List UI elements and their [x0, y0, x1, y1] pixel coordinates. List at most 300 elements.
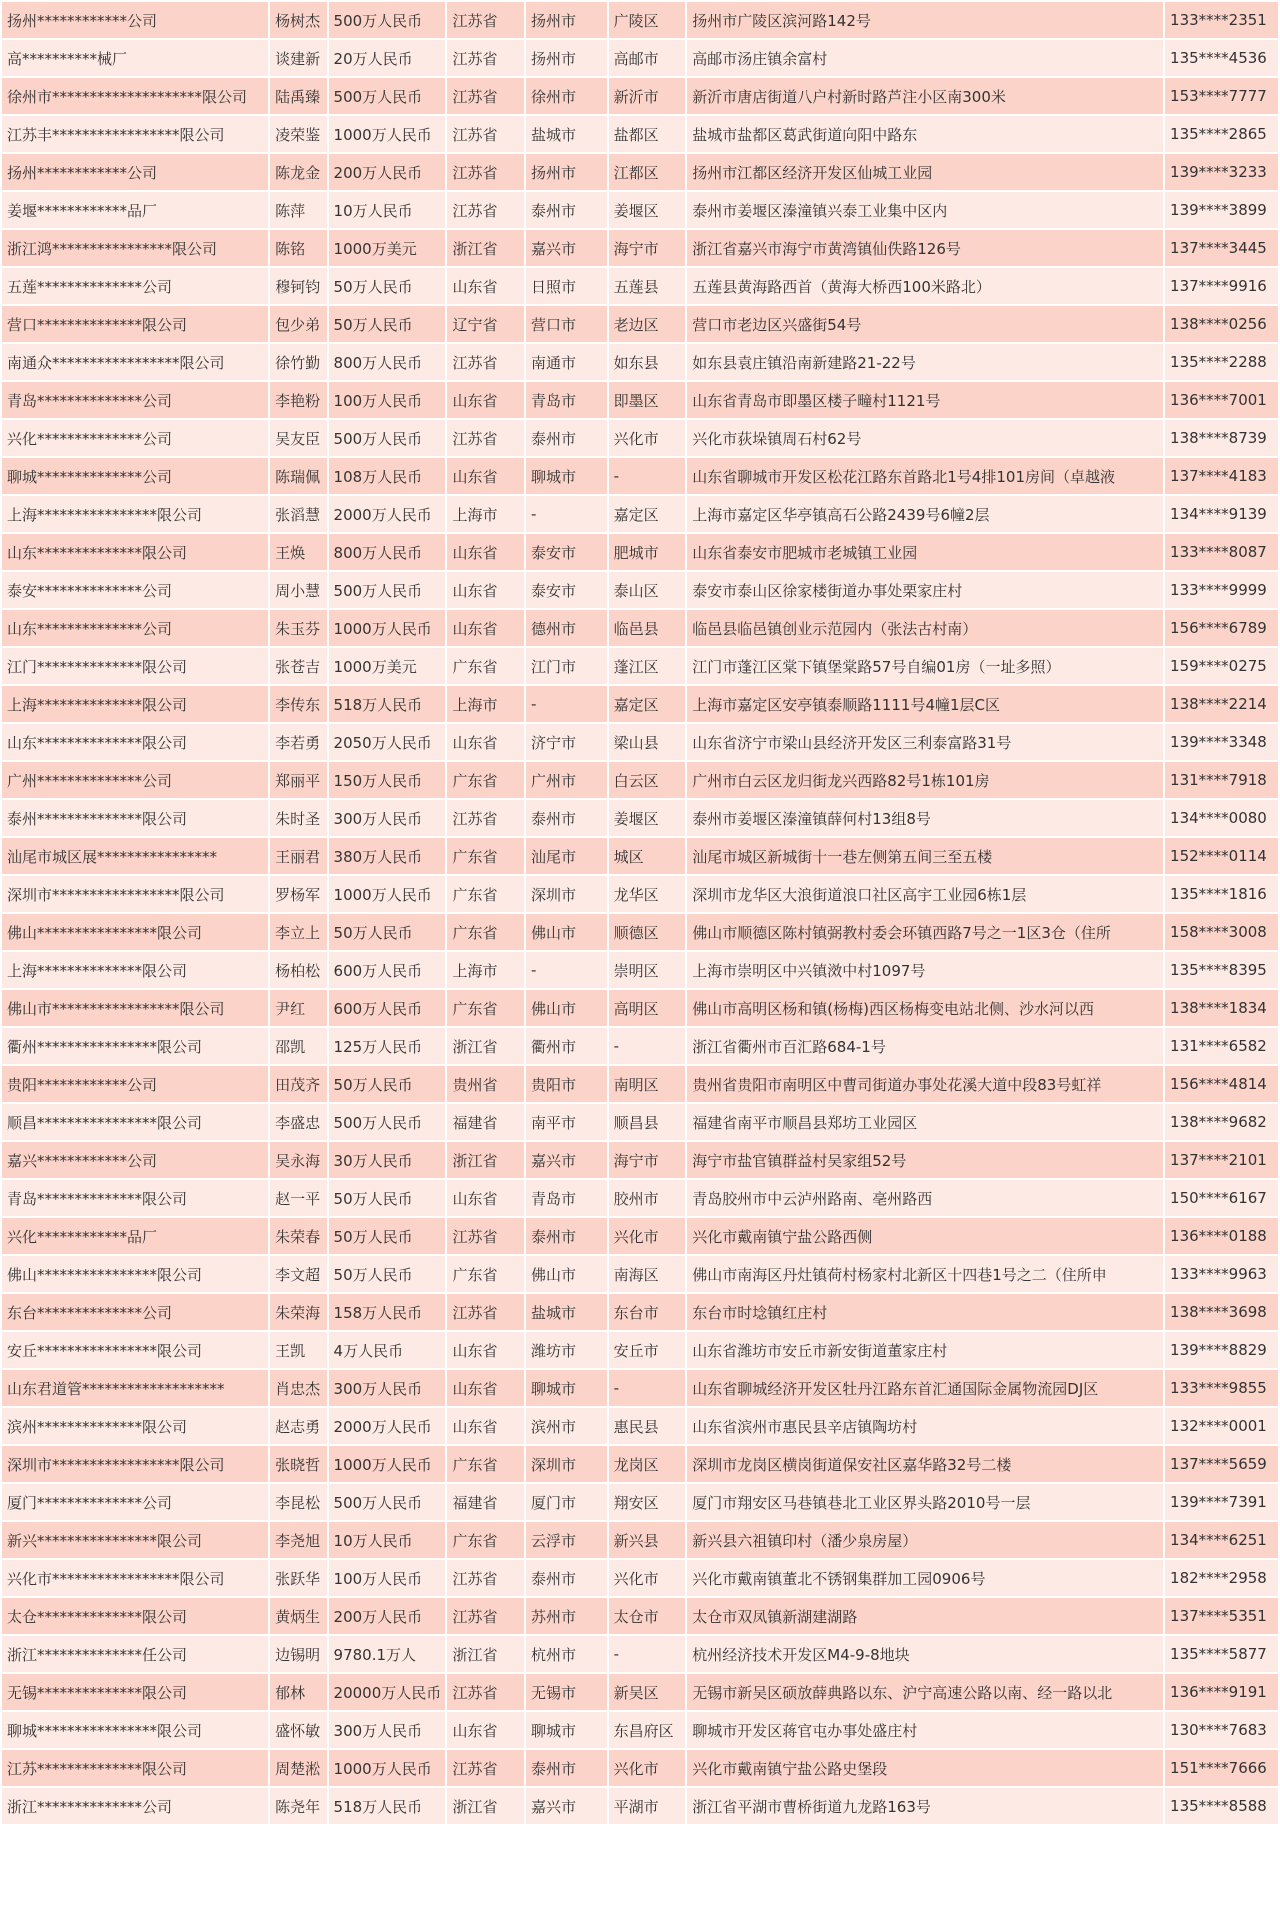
company-name-cell: 兴化**************公司: [2, 420, 268, 456]
legal-rep-cell: 李传东: [270, 686, 326, 722]
district-cell: 东台市: [609, 1294, 686, 1330]
phone-cell: 158****3008: [1165, 914, 1278, 950]
province-cell: 山东省: [447, 1332, 524, 1368]
table-row: [2, 192, 1278, 228]
company-name-cell: 青岛**************公司: [2, 382, 268, 418]
address-cell: 厦门市翔安区马巷镇巷北工业区界头路2010号一层: [687, 1484, 1163, 1520]
city-cell: -: [526, 496, 607, 532]
district-cell: 梁山县: [609, 724, 686, 760]
address-cell: 兴化市荻垛镇周石村62号: [687, 420, 1163, 456]
legal-rep-cell: 张跃华: [270, 1560, 326, 1596]
company-name-cell: 泰州**************限公司: [2, 800, 268, 836]
company-name-cell: 徐州市********************限公司: [2, 78, 268, 114]
province-cell: 上海市: [447, 686, 524, 722]
city-cell: 佛山市: [526, 990, 607, 1026]
city-cell: 佛山市: [526, 1256, 607, 1292]
company-name-cell: 扬州************公司: [2, 154, 268, 190]
capital-cell: 2050万人民币: [329, 724, 446, 760]
district-cell: 高明区: [609, 990, 686, 1026]
table-row: [2, 572, 1278, 608]
district-cell: 海宁市: [609, 1142, 686, 1178]
district-cell: 新吴区: [609, 1674, 686, 1710]
phone-cell: 139****8829: [1165, 1332, 1278, 1368]
capital-cell: 30万人民币: [329, 1142, 446, 1178]
city-cell: 杭州市: [526, 1636, 607, 1672]
city-cell: 聊城市: [526, 1712, 607, 1748]
legal-rep-cell: 王焕: [270, 534, 326, 570]
table-row: [2, 1560, 1278, 1596]
city-cell: 泰安市: [526, 534, 607, 570]
capital-cell: 4万人民币: [329, 1332, 446, 1368]
city-cell: 扬州市: [526, 2, 607, 38]
phone-cell: 138****8739: [1165, 420, 1278, 456]
city-cell: 滨州市: [526, 1408, 607, 1444]
city-cell: 济宁市: [526, 724, 607, 760]
table-row: [2, 1408, 1278, 1444]
district-cell: 胶州市: [609, 1180, 686, 1216]
district-cell: 广陵区: [609, 2, 686, 38]
district-cell: 临邑县: [609, 610, 686, 646]
legal-rep-cell: 张苍吉: [270, 648, 326, 684]
company-name-cell: 贵阳************公司: [2, 1066, 268, 1102]
company-name-cell: 青岛**************限公司: [2, 1180, 268, 1216]
company-name-cell: 聊城****************限公司: [2, 1712, 268, 1748]
phone-cell: 135****8395: [1165, 952, 1278, 988]
phone-cell: 133****9999: [1165, 572, 1278, 608]
company-name-cell: 嘉兴************公司: [2, 1142, 268, 1178]
phone-cell: 130****7683: [1165, 1712, 1278, 1748]
table-row: [2, 344, 1278, 380]
phone-cell: 159****0275: [1165, 648, 1278, 684]
district-cell: 南海区: [609, 1256, 686, 1292]
company-name-cell: 上海**************限公司: [2, 952, 268, 988]
address-cell: 佛山市南海区丹灶镇荷村杨家村北新区十四巷1号之二（住所申: [687, 1256, 1163, 1292]
company-name-cell: 姜堰************品厂: [2, 192, 268, 228]
legal-rep-cell: 周小慧: [270, 572, 326, 608]
district-cell: -: [609, 1636, 686, 1672]
capital-cell: 50万人民币: [329, 914, 446, 950]
legal-rep-cell: 邵凯: [270, 1028, 326, 1064]
city-cell: 德州市: [526, 610, 607, 646]
district-cell: 姜堰区: [609, 192, 686, 228]
city-cell: 嘉兴市: [526, 1788, 607, 1824]
legal-rep-cell: 李盛忠: [270, 1104, 326, 1140]
district-cell: 姜堰区: [609, 800, 686, 836]
company-name-cell: 顺昌****************限公司: [2, 1104, 268, 1140]
capital-cell: 1000万人民币: [329, 876, 446, 912]
company-name-cell: 高**********械厂: [2, 40, 268, 76]
company-name-cell: 江门**************限公司: [2, 648, 268, 684]
table-row: [2, 78, 1278, 114]
address-cell: 临邑县临邑镇创业示范园内（张法古村南）: [687, 610, 1163, 646]
phone-cell: 136****7001: [1165, 382, 1278, 418]
province-cell: 广东省: [447, 1522, 524, 1558]
capital-cell: 1000万人民币: [329, 1750, 446, 1786]
province-cell: 江苏省: [447, 192, 524, 228]
company-name-cell: 太仓**************限公司: [2, 1598, 268, 1634]
phone-cell: 138****9682: [1165, 1104, 1278, 1140]
legal-rep-cell: 朱玉芬: [270, 610, 326, 646]
address-cell: 兴化市戴南镇宁盐公路西侧: [687, 1218, 1163, 1254]
district-cell: 惠民县: [609, 1408, 686, 1444]
phone-cell: 152****0114: [1165, 838, 1278, 874]
province-cell: 浙江省: [447, 1028, 524, 1064]
phone-cell: 139****7391: [1165, 1484, 1278, 1520]
capital-cell: 20000万人民币: [329, 1674, 446, 1710]
capital-cell: 10万人民币: [329, 1522, 446, 1558]
city-cell: 盐城市: [526, 116, 607, 152]
phone-cell: 156****6789: [1165, 610, 1278, 646]
legal-rep-cell: 凌荣鉴: [270, 116, 326, 152]
legal-rep-cell: 李文超: [270, 1256, 326, 1292]
city-cell: 泰州市: [526, 192, 607, 228]
capital-cell: 500万人民币: [329, 1484, 446, 1520]
province-cell: 上海市: [447, 952, 524, 988]
table-row: [2, 2, 1278, 38]
company-name-cell: 佛山市*****************限公司: [2, 990, 268, 1026]
province-cell: 江苏省: [447, 116, 524, 152]
capital-cell: 158万人民币: [329, 1294, 446, 1330]
address-cell: 泰州市姜堰区溱潼镇兴泰工业集中区内: [687, 192, 1163, 228]
city-cell: 盐城市: [526, 1294, 607, 1330]
table-row: [2, 762, 1278, 798]
address-cell: 山东省聊城市开发区松花江路东首路北1号4排101房间（卓越液: [687, 458, 1163, 494]
district-cell: 兴化市: [609, 1218, 686, 1254]
province-cell: 江苏省: [447, 2, 524, 38]
address-cell: 广州市白云区龙归街龙兴西路82号1栋101房: [687, 762, 1163, 798]
province-cell: 江苏省: [447, 1674, 524, 1710]
phone-cell: 133****8087: [1165, 534, 1278, 570]
legal-rep-cell: 肖忠杰: [270, 1370, 326, 1406]
capital-cell: 1000万美元: [329, 230, 446, 266]
district-cell: 即墨区: [609, 382, 686, 418]
city-cell: 江门市: [526, 648, 607, 684]
city-cell: 广州市: [526, 762, 607, 798]
phone-cell: 134****0080: [1165, 800, 1278, 836]
table-row: [2, 496, 1278, 532]
phone-cell: 131****6582: [1165, 1028, 1278, 1064]
province-cell: 江苏省: [447, 154, 524, 190]
phone-cell: 137****5351: [1165, 1598, 1278, 1634]
company-name-cell: 山东君道管*******************: [2, 1370, 268, 1406]
province-cell: 福建省: [447, 1484, 524, 1520]
phone-cell: 135****2865: [1165, 116, 1278, 152]
province-cell: 山东省: [447, 382, 524, 418]
legal-rep-cell: 朱时圣: [270, 800, 326, 836]
table-row: [2, 40, 1278, 76]
address-cell: 上海市嘉定区华亭镇高石公路2439号6幢2层: [687, 496, 1163, 532]
legal-rep-cell: 陈铭: [270, 230, 326, 266]
table-row: [2, 724, 1278, 760]
phone-cell: 134****9139: [1165, 496, 1278, 532]
legal-rep-cell: 张滔慧: [270, 496, 326, 532]
legal-rep-cell: 包少弟: [270, 306, 326, 342]
company-name-cell: 扬州************公司: [2, 2, 268, 38]
table-row: [2, 458, 1278, 494]
province-cell: 浙江省: [447, 230, 524, 266]
city-cell: 云浮市: [526, 1522, 607, 1558]
province-cell: 广东省: [447, 648, 524, 684]
phone-cell: 137****9916: [1165, 268, 1278, 304]
province-cell: 山东省: [447, 610, 524, 646]
address-cell: 无锡市新吴区硕放薛典路以东、沪宁高速公路以南、经一路以北: [687, 1674, 1163, 1710]
company-name-cell: 东台**************公司: [2, 1294, 268, 1330]
company-name-cell: 上海****************限公司: [2, 496, 268, 532]
address-cell: 山东省聊城经济开发区牡丹江路东首汇通国际金属物流园DJ区: [687, 1370, 1163, 1406]
legal-rep-cell: 陆禹臻: [270, 78, 326, 114]
province-cell: 山东省: [447, 1712, 524, 1748]
province-cell: 江苏省: [447, 40, 524, 76]
table-row: [2, 990, 1278, 1026]
phone-cell: 135****1816: [1165, 876, 1278, 912]
phone-cell: 182****2958: [1165, 1560, 1278, 1596]
legal-rep-cell: 田茂齐: [270, 1066, 326, 1102]
capital-cell: 500万人民币: [329, 2, 446, 38]
province-cell: 辽宁省: [447, 306, 524, 342]
address-cell: 泰州市姜堰区溱潼镇薛何村13组8号: [687, 800, 1163, 836]
company-name-cell: 佛山****************限公司: [2, 1256, 268, 1292]
phone-cell: 137****5659: [1165, 1446, 1278, 1482]
legal-rep-cell: 朱荣春: [270, 1218, 326, 1254]
address-cell: 青岛胶州市中云泸州路南、亳州路西: [687, 1180, 1163, 1216]
table-row: [2, 534, 1278, 570]
legal-rep-cell: 王凯: [270, 1332, 326, 1368]
district-cell: 顺德区: [609, 914, 686, 950]
address-cell: 山东省潍坊市安丘市新安街道董家庄村: [687, 1332, 1163, 1368]
city-cell: 深圳市: [526, 1446, 607, 1482]
city-cell: 南通市: [526, 344, 607, 380]
district-cell: 安丘市: [609, 1332, 686, 1368]
phone-cell: 135****8588: [1165, 1788, 1278, 1824]
district-cell: 白云区: [609, 762, 686, 798]
phone-cell: 133****9855: [1165, 1370, 1278, 1406]
capital-cell: 800万人民币: [329, 344, 446, 380]
address-cell: 兴化市戴南镇董北不锈钢集群加工园0906号: [687, 1560, 1163, 1596]
address-cell: 山东省济宁市梁山县经济开发区三利泰富路31号: [687, 724, 1163, 760]
province-cell: 广东省: [447, 914, 524, 950]
city-cell: 无锡市: [526, 1674, 607, 1710]
company-name-cell: 聊城**************公司: [2, 458, 268, 494]
address-cell: 浙江省平湖市曹桥街道九龙路163号: [687, 1788, 1163, 1824]
capital-cell: 600万人民币: [329, 990, 446, 1026]
city-cell: 潍坊市: [526, 1332, 607, 1368]
legal-rep-cell: 李立上: [270, 914, 326, 950]
table-row: [2, 1522, 1278, 1558]
province-cell: 上海市: [447, 496, 524, 532]
table-row: [2, 1256, 1278, 1292]
table-row: [2, 1142, 1278, 1178]
legal-rep-cell: 陈瑞佩: [270, 458, 326, 494]
capital-cell: 10万人民币: [329, 192, 446, 228]
legal-rep-cell: 边锡明: [270, 1636, 326, 1672]
company-name-cell: 营口**************限公司: [2, 306, 268, 342]
address-cell: 佛山市顺德区陈村镇弼教村委会环镇西路7号之一1区3仓（住所: [687, 914, 1163, 950]
legal-rep-cell: 赵一平: [270, 1180, 326, 1216]
province-cell: 浙江省: [447, 1788, 524, 1824]
city-cell: 苏州市: [526, 1598, 607, 1634]
table-row: [2, 1370, 1278, 1406]
table-row: [2, 952, 1278, 988]
city-cell: 徐州市: [526, 78, 607, 114]
district-cell: 泰山区: [609, 572, 686, 608]
legal-rep-cell: 罗杨军: [270, 876, 326, 912]
company-name-cell: 衢州****************限公司: [2, 1028, 268, 1064]
legal-rep-cell: 赵志勇: [270, 1408, 326, 1444]
province-cell: 浙江省: [447, 1636, 524, 1672]
legal-rep-cell: 杨柏松: [270, 952, 326, 988]
province-cell: 江苏省: [447, 1750, 524, 1786]
address-cell: 贵州省贵阳市南明区中曹司街道办事处花溪大道中段83号虹祥: [687, 1066, 1163, 1102]
table-row: [2, 1712, 1278, 1748]
city-cell: 泰州市: [526, 800, 607, 836]
district-cell: 东昌府区: [609, 1712, 686, 1748]
company-name-cell: 汕尾市城区展****************: [2, 838, 268, 874]
table-row: [2, 1332, 1278, 1368]
address-cell: 聊城市开发区蒋官屯办事处盛庄村: [687, 1712, 1163, 1748]
company-name-cell: 无锡**************限公司: [2, 1674, 268, 1710]
district-cell: -: [609, 1028, 686, 1064]
city-cell: 聊城市: [526, 458, 607, 494]
district-cell: 平湖市: [609, 1788, 686, 1824]
province-cell: 广东省: [447, 1446, 524, 1482]
district-cell: 蓬江区: [609, 648, 686, 684]
capital-cell: 500万人民币: [329, 572, 446, 608]
city-cell: 南平市: [526, 1104, 607, 1140]
company-name-cell: 山东**************限公司: [2, 724, 268, 760]
table-row: [2, 838, 1278, 874]
legal-rep-cell: 李艳粉: [270, 382, 326, 418]
table-row: [2, 1750, 1278, 1786]
table-row: [2, 1218, 1278, 1254]
district-cell: 南明区: [609, 1066, 686, 1102]
province-cell: 广东省: [447, 1256, 524, 1292]
address-cell: 江门市蓬江区棠下镇堡棠路57号自编01房（一址多照）: [687, 648, 1163, 684]
district-cell: 高邮市: [609, 40, 686, 76]
capital-cell: 50万人民币: [329, 306, 446, 342]
phone-cell: 136****9191: [1165, 1674, 1278, 1710]
capital-cell: 108万人民币: [329, 458, 446, 494]
district-cell: 肥城市: [609, 534, 686, 570]
district-cell: 崇明区: [609, 952, 686, 988]
capital-cell: 125万人民币: [329, 1028, 446, 1064]
phone-cell: 138****0256: [1165, 306, 1278, 342]
address-cell: 营口市老边区兴盛街54号: [687, 306, 1163, 342]
capital-cell: 500万人民币: [329, 420, 446, 456]
company-name-cell: 江苏丰*****************限公司: [2, 116, 268, 152]
table-row: [2, 1598, 1278, 1634]
legal-rep-cell: 朱荣海: [270, 1294, 326, 1330]
phone-cell: 138****2214: [1165, 686, 1278, 722]
capital-cell: 1000万人民币: [329, 1446, 446, 1482]
capital-cell: 300万人民币: [329, 800, 446, 836]
legal-rep-cell: 王丽君: [270, 838, 326, 874]
table-row: [2, 1180, 1278, 1216]
capital-cell: 50万人民币: [329, 1066, 446, 1102]
address-cell: 东台市时埝镇红庄村: [687, 1294, 1163, 1330]
city-cell: 嘉兴市: [526, 230, 607, 266]
table-row: [2, 230, 1278, 266]
province-cell: 江苏省: [447, 1218, 524, 1254]
address-cell: 浙江省衢州市百汇路684-1号: [687, 1028, 1163, 1064]
table-row: [2, 306, 1278, 342]
legal-rep-cell: 张晓哲: [270, 1446, 326, 1482]
legal-rep-cell: 杨树杰: [270, 2, 326, 38]
address-cell: 五莲县黄海路西首（黄海大桥西100米路北）: [687, 268, 1163, 304]
table-row: [2, 914, 1278, 950]
city-cell: 泰州市: [526, 420, 607, 456]
district-cell: -: [609, 1370, 686, 1406]
table-row: [2, 1104, 1278, 1140]
table-row: [2, 1446, 1278, 1482]
phone-cell: 135****2288: [1165, 344, 1278, 380]
city-cell: 青岛市: [526, 382, 607, 418]
company-name-cell: 山东**************公司: [2, 610, 268, 646]
province-cell: 福建省: [447, 1104, 524, 1140]
city-cell: 深圳市: [526, 876, 607, 912]
capital-cell: 2000万人民币: [329, 1408, 446, 1444]
table-row: [2, 116, 1278, 152]
company-name-cell: 兴化************品厂: [2, 1218, 268, 1254]
province-cell: 江苏省: [447, 420, 524, 456]
province-cell: 广东省: [447, 876, 524, 912]
table-row: [2, 420, 1278, 456]
company-name-cell: 厦门**************公司: [2, 1484, 268, 1520]
district-cell: 新兴县: [609, 1522, 686, 1558]
company-name-cell: 滨州**************限公司: [2, 1408, 268, 1444]
district-cell: 兴化市: [609, 420, 686, 456]
legal-rep-cell: 李若勇: [270, 724, 326, 760]
company-name-cell: 广州**************公司: [2, 762, 268, 798]
address-cell: 上海市崇明区中兴镇滧中村1097号: [687, 952, 1163, 988]
phone-cell: 132****0001: [1165, 1408, 1278, 1444]
phone-cell: 156****4814: [1165, 1066, 1278, 1102]
table-row: [2, 1066, 1278, 1102]
company-name-cell: 泰安**************公司: [2, 572, 268, 608]
address-cell: 上海市嘉定区安亭镇泰顺路1111号4幢1层C区: [687, 686, 1163, 722]
province-cell: 山东省: [447, 1370, 524, 1406]
phone-cell: 134****6251: [1165, 1522, 1278, 1558]
city-cell: 日照市: [526, 268, 607, 304]
table-row: [2, 154, 1278, 190]
address-cell: 深圳市龙华区大浪街道浪口社区高宇工业园6栋1层: [687, 876, 1163, 912]
district-cell: 龙岗区: [609, 1446, 686, 1482]
address-cell: 新沂市唐店街道八户村新时路芦注小区南300米: [687, 78, 1163, 114]
table-row: [2, 1674, 1278, 1710]
city-cell: 衢州市: [526, 1028, 607, 1064]
city-cell: 贵阳市: [526, 1066, 607, 1102]
district-cell: 兴化市: [609, 1750, 686, 1786]
address-cell: 扬州市江都区经济开发区仙城工业园: [687, 154, 1163, 190]
legal-rep-cell: 穆钶钧: [270, 268, 326, 304]
province-cell: 广东省: [447, 838, 524, 874]
capital-cell: 200万人民币: [329, 154, 446, 190]
address-cell: 盐城市盐都区葛武街道向阳中路东: [687, 116, 1163, 152]
capital-cell: 1000万人民币: [329, 610, 446, 646]
phone-cell: 133****9963: [1165, 1256, 1278, 1292]
address-cell: 佛山市高明区杨和镇(杨梅)西区杨梅变电站北侧、沙水河以西: [687, 990, 1163, 1026]
capital-cell: 300万人民币: [329, 1712, 446, 1748]
province-cell: 江苏省: [447, 1294, 524, 1330]
table-row: [2, 1484, 1278, 1520]
table-row: [2, 800, 1278, 836]
city-cell: 佛山市: [526, 914, 607, 950]
capital-cell: 500万人民币: [329, 78, 446, 114]
legal-rep-cell: 李昆松: [270, 1484, 326, 1520]
phone-cell: 150****6167: [1165, 1180, 1278, 1216]
district-cell: 嘉定区: [609, 496, 686, 532]
phone-cell: 138****3698: [1165, 1294, 1278, 1330]
district-cell: 新沂市: [609, 78, 686, 114]
